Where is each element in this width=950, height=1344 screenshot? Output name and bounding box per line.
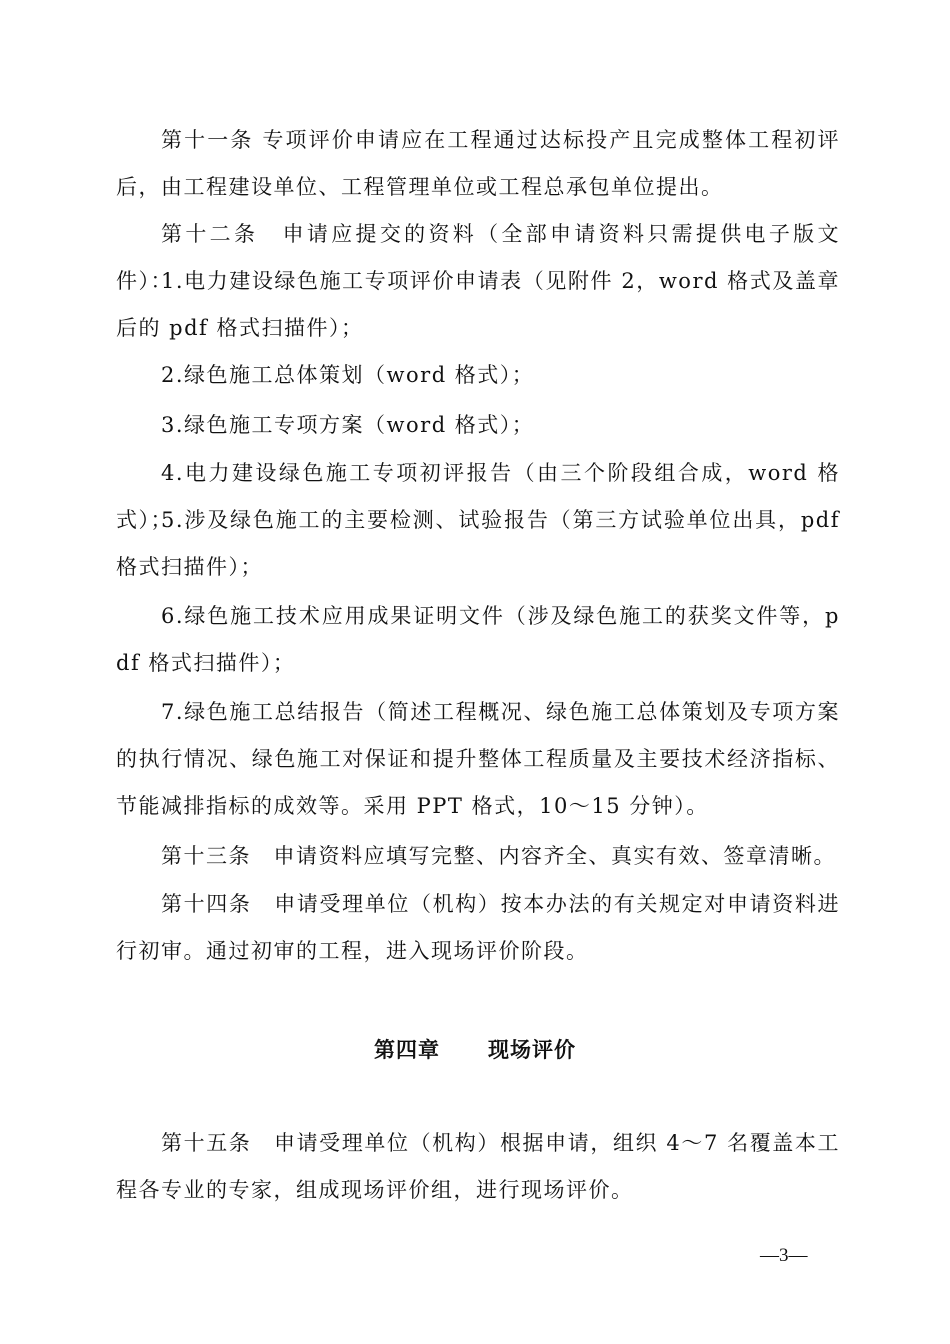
- list-item-3: 3.绿色施工专项方案（word 格式）；: [161, 413, 535, 437]
- article-12: 第十二条 申请应提交的资料（全部申请资料只需提供电子版文件）：: [116, 222, 840, 293]
- list-item-2: 2.绿色施工总体策划（word 格式）；: [161, 363, 535, 387]
- list-item-5: 5.涉及绿色施工的主要检测、试验报告（第三方试验单位出具，pdf 格式扫描件）；: [116, 508, 840, 579]
- chapter-number: 第四章: [374, 1038, 440, 1062]
- article-13: 第十三条 申请资料应填写完整、内容齐全、真实有效、签章清晰。: [161, 844, 836, 868]
- article-11: 第十一条 专项评价申请应在工程通过达标投产且完成整体工程初评后，由工程建设单位、工程管理单位或工程总承包单位提出。: [116, 128, 840, 199]
- list-item-4: 4.电力建设绿色施工专项初评报告（由三个阶段组合成，word 格式）；: [116, 461, 840, 532]
- article-15: 第十五条 申请受理单位（机构）根据申请，组织 4～7 名覆盖本工程各专业的专家，组成现场评价组，进行现场评价。: [116, 1131, 840, 1202]
- chapter-title: 现场评价: [488, 1038, 576, 1062]
- page-number: —3—: [760, 1245, 808, 1266]
- list-item-1: 1.电力建设绿色施工专项评价申请表（见附件 2，word 格式及盖章后的 pdf 格式扫描件）；: [116, 269, 840, 340]
- list-item-7: 7.绿色施工总结报告（简述工程概况、绿色施工总体策划及专项方案的执行情况、绿色施工对保证和提升整体工程质量及主要技术经济指标、节能减排指标的成效等。采用 PPT 格式，10～15 分钟）。: [116, 700, 840, 818]
- chapter-heading: [0, 1034, 950, 1066]
- article-14: 第十四条 申请受理单位（机构）按本办法的有关规定对申请资料进行初审。通过初审的工程，进入现场评价阶段。: [116, 892, 840, 963]
- list-item-6: 6.绿色施工技术应用成果证明文件（涉及绿色施工的获奖文件等，pdf 格式扫描件）；: [116, 604, 840, 675]
